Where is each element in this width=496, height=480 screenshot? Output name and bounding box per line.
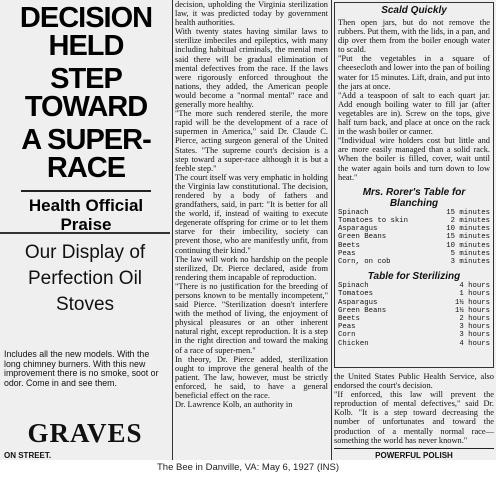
table-value: 1½ hours [454, 298, 490, 307]
table-row [338, 290, 490, 298]
column-rule [331, 0, 332, 460]
table-item: Peas [338, 323, 356, 332]
table-item: Corn, on cob [338, 257, 391, 266]
table-item: Corn [338, 331, 356, 340]
table-value: 3 minutes [450, 257, 490, 266]
column-middle [175, 0, 328, 460]
table-item: Green Beans [338, 306, 387, 315]
column-right [334, 0, 494, 460]
table-value: 2 minutes [450, 216, 490, 225]
table-item: Peas [338, 249, 356, 258]
table-row [338, 233, 490, 241]
table-item: Chicken [338, 339, 369, 348]
table-value: 15 minutes [446, 208, 490, 217]
subheadline [2, 196, 170, 232]
column-left [2, 0, 170, 232]
table-row [338, 225, 490, 233]
image-caption: The Bee in Danville, VA: May 6, 1927 (INS) [157, 462, 339, 473]
advertisement [0, 232, 170, 460]
table-item: Spinach [338, 208, 369, 217]
ad-title-line: Stoves [55, 294, 115, 315]
scald-text: Then open jars, but do not remove the rubbers. Put them, with the lids, in a pan, and dip over them from the boiler enough water to scald. "Put the vegetables in a square of cheesecloth and lower into the pan of boiling water for 15 minutes. Lift, drain, and put into the jars at once. "Add a teaspoon of salt to each quart jar. Add enough boiling water to fill jar (after vegetables are in). Screw on the tops, give half turn back, and place at once on the rack in the wash boiler or canner. "Individual wire holders cost but little and are more easily managed than a solid rack. When the boiler is filled, cover, wait until the water again boils and turn down to low heat." [338, 18, 490, 182]
table-item: Tomatoes [338, 290, 374, 299]
sterilizing-title: Table for Sterilizing [367, 271, 461, 283]
table-row [338, 340, 490, 348]
table-value: 2 hours [459, 314, 490, 323]
canning-box [334, 2, 494, 368]
table-value: 5 minutes [450, 249, 490, 258]
headline-line: DECISION HELD [19, 2, 153, 62]
ad-brand: GRAVES [27, 418, 143, 449]
table-value: 15 minutes [446, 233, 490, 242]
table-value: 10 minutes [446, 225, 490, 234]
table-item: Asparagus [338, 225, 378, 234]
table-item: Tomatoes to skin [338, 216, 409, 225]
article-continuation: the United States Public Health Service, also endorsed the court's decision. "If enforced, this law will prevent the reproduction of mental defectives," said Dr. Kolb. "It is a step toward decreasing the number of unfortunates and toward the production of a mentally normal race—something the world has never known." [334, 372, 494, 445]
table-item: Spinach [338, 282, 369, 291]
table-value: 10 minutes [446, 241, 490, 250]
table-row [338, 242, 490, 250]
table-value: 4 hours [459, 282, 490, 291]
table-row [338, 282, 490, 290]
ad-title-line: Perfection Oil [27, 268, 143, 289]
headline-line: A SUPER-RACE [21, 124, 151, 184]
scald-title: Scald Quickly [381, 5, 447, 16]
cutoff-heading: POWERFUL POLISH [375, 450, 453, 460]
table-value: 1 hours [459, 290, 490, 299]
table-item: Green Beans [338, 233, 387, 242]
table-value: 4 hours [459, 339, 490, 348]
article-body: decision, upholding the Virginia sterilization law, it was predicted today by government health authorities. With twenty states having similar laws to sterilize imbeciles and epileptics, with many including habitual criminals, the menial men said there will be gradual elimination of mental defectives from the race. If the laws were rigorously enforced throughout the nations, they added, the American people would become a "normal mental" race and generally more healthy. "The more such rendered sterile, the more rapid will be the development of a race of supermen in America," said Dr. Claude C. Pierce, acting surgeon general of the United States. "The supreme court's decision is a step toward a super-race although it is but a feeble step." The court itself was very emphatic in holding the Virginia law constitutional. The decision, rendered by a body of fathers and grandfathers, said, in part: "It is better for all the world, if, instead of waiting to execute degenerate offspring for crime or to let them starve for their imbecility, society can prevent those, who are manifestly unfit, from continuing their kind." The law will work no hardship on the people sterilized, Dr. Pierce declared, aside from rendering them incapable of reproduction. "There is no justification for the breeding of persons known to be mentally incompetent," said Pierce. "Sterilization doesn't interfere with the method of living, the enjoyment of physical pleasures or an other inherent natural right, except reproduction. It is a step in the right direction and toward the making of a race of super-men." In theory, Dr. Pierce added, sterilization ought to improve the general health of the patient. The law, however, must be strictly enforced, he said, to have a general beneficial effect on the race. Dr. Lawrence Kolb, an authority in [175, 0, 328, 410]
headline-line: STEP TOWARD [24, 63, 148, 123]
blanching-title: Mrs. Rorer's Table for Blanching [362, 186, 466, 209]
table-row [338, 209, 490, 217]
table-row [338, 250, 490, 258]
headline-divider [21, 190, 151, 192]
table-value: 1½ hours [454, 306, 490, 315]
ad-title-line: Our Display of [24, 242, 146, 263]
table-item: Beets [338, 314, 360, 323]
blanching-table [338, 209, 490, 266]
table-item: Beets [338, 241, 360, 250]
table-row [338, 331, 490, 339]
table-row [338, 299, 490, 307]
table-row [338, 307, 490, 315]
table-row [338, 315, 490, 323]
table-row [338, 323, 490, 331]
sterilizing-table [338, 282, 490, 348]
ad-street: ON STREET. [4, 451, 52, 460]
ad-body: Includes all the new models. With the long chimney burners. With this new improvement there is no smoke, soot or odor. Come in and see them. [4, 349, 159, 388]
table-value: 3 hours [459, 323, 490, 332]
table-row [338, 258, 490, 266]
subhead-line: Health Official Praise [28, 196, 144, 232]
table-row [338, 217, 490, 225]
headline [2, 0, 170, 182]
table-item: Asparagus [338, 298, 378, 307]
section-divider [334, 448, 494, 449]
table-value: 3 hours [459, 331, 490, 340]
column-rule [172, 0, 173, 460]
